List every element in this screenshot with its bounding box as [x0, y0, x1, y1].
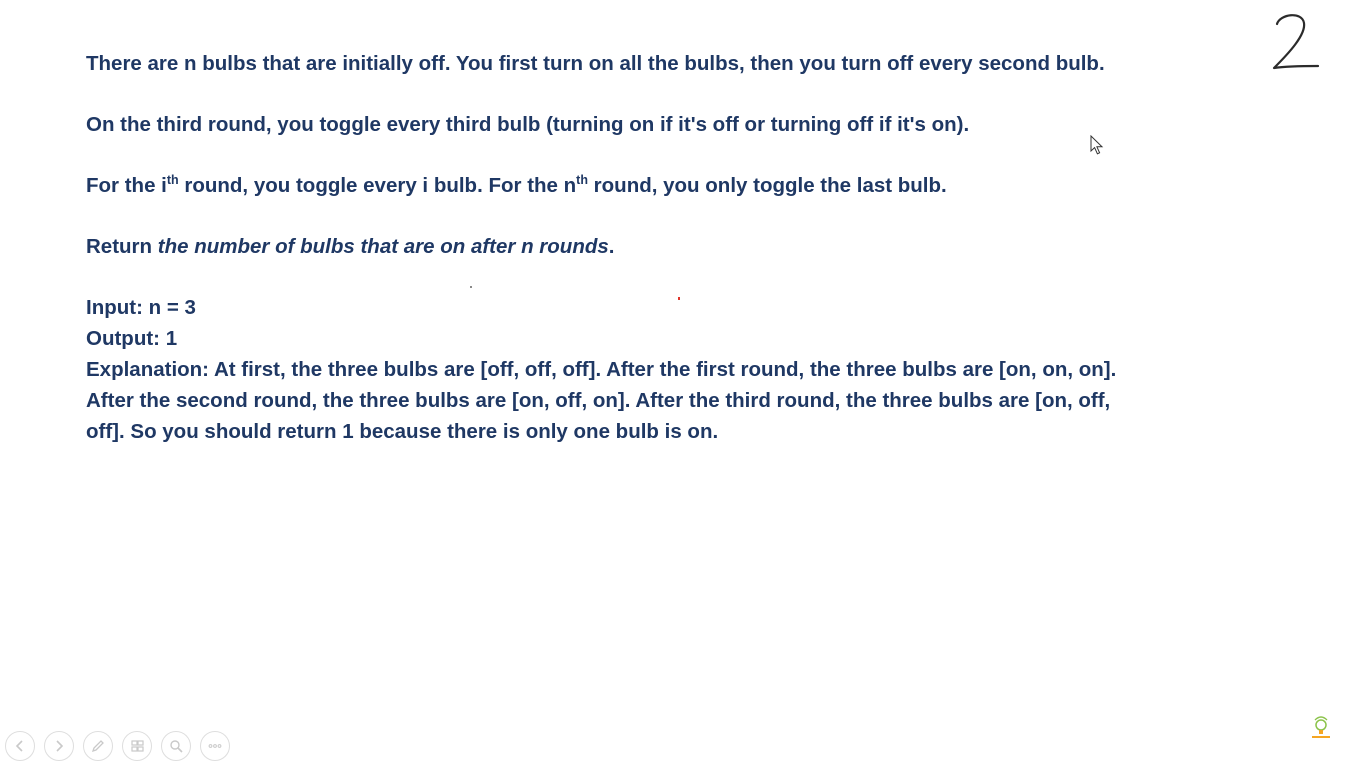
previous-slide-button[interactable]: [5, 731, 35, 761]
channel-logo-icon: [1308, 714, 1334, 742]
previous-icon: [12, 738, 28, 754]
problem-line-1: There are n bulbs that are initially off. You first turn on all the bulbs, then you turn off every second bulb.: [86, 52, 1105, 75]
zoom-icon: [168, 738, 184, 754]
mouse-pointer-icon: [1090, 135, 1104, 155]
handwritten-page-number: [1266, 8, 1322, 74]
pen-tool-button[interactable]: [83, 731, 113, 761]
zoom-button[interactable]: [161, 731, 191, 761]
presentation-toolbar: [5, 731, 230, 763]
problem-line-3: For the $i^{th}$ round, you toggle every i bulb. For the $n^{th}$ round, you only toggle the last bulb.: [86, 173, 947, 197]
example-explanation-line-2: After the second round, the three bulbs are [on, off, on]. After the third round, the three bulbs are [on, off,: [86, 389, 1111, 412]
annotation-dot-grey: [470, 286, 472, 288]
example-explanation-line-1: Explanation: At first, the three bulbs are [off, off, off]. After the first round, the three bulbs are [on, on, on].: [86, 358, 1117, 381]
example-explanation-line-3: off]. So you should return 1 because there is only one bulb is on.: [86, 420, 719, 443]
see-all-slides-button[interactable]: [122, 731, 152, 761]
next-icon: [51, 738, 67, 754]
problem-line-4: Return the number of bulbs that are on after n rounds.: [86, 235, 615, 258]
next-slide-button[interactable]: [44, 731, 74, 761]
more-options-button[interactable]: [200, 731, 230, 761]
example-input: Input: n = 3: [86, 296, 196, 319]
slides-icon: [129, 738, 145, 754]
example-output: Output: 1: [86, 327, 178, 350]
slide-content: [86, 48, 1246, 447]
more-icon: [207, 738, 223, 754]
pen-icon: [90, 738, 106, 754]
problem-line-2: On the third round, you toggle every third bulb (turning on if it's off or turning off if it's on).: [86, 113, 970, 136]
annotation-dot-red: [678, 297, 680, 300]
